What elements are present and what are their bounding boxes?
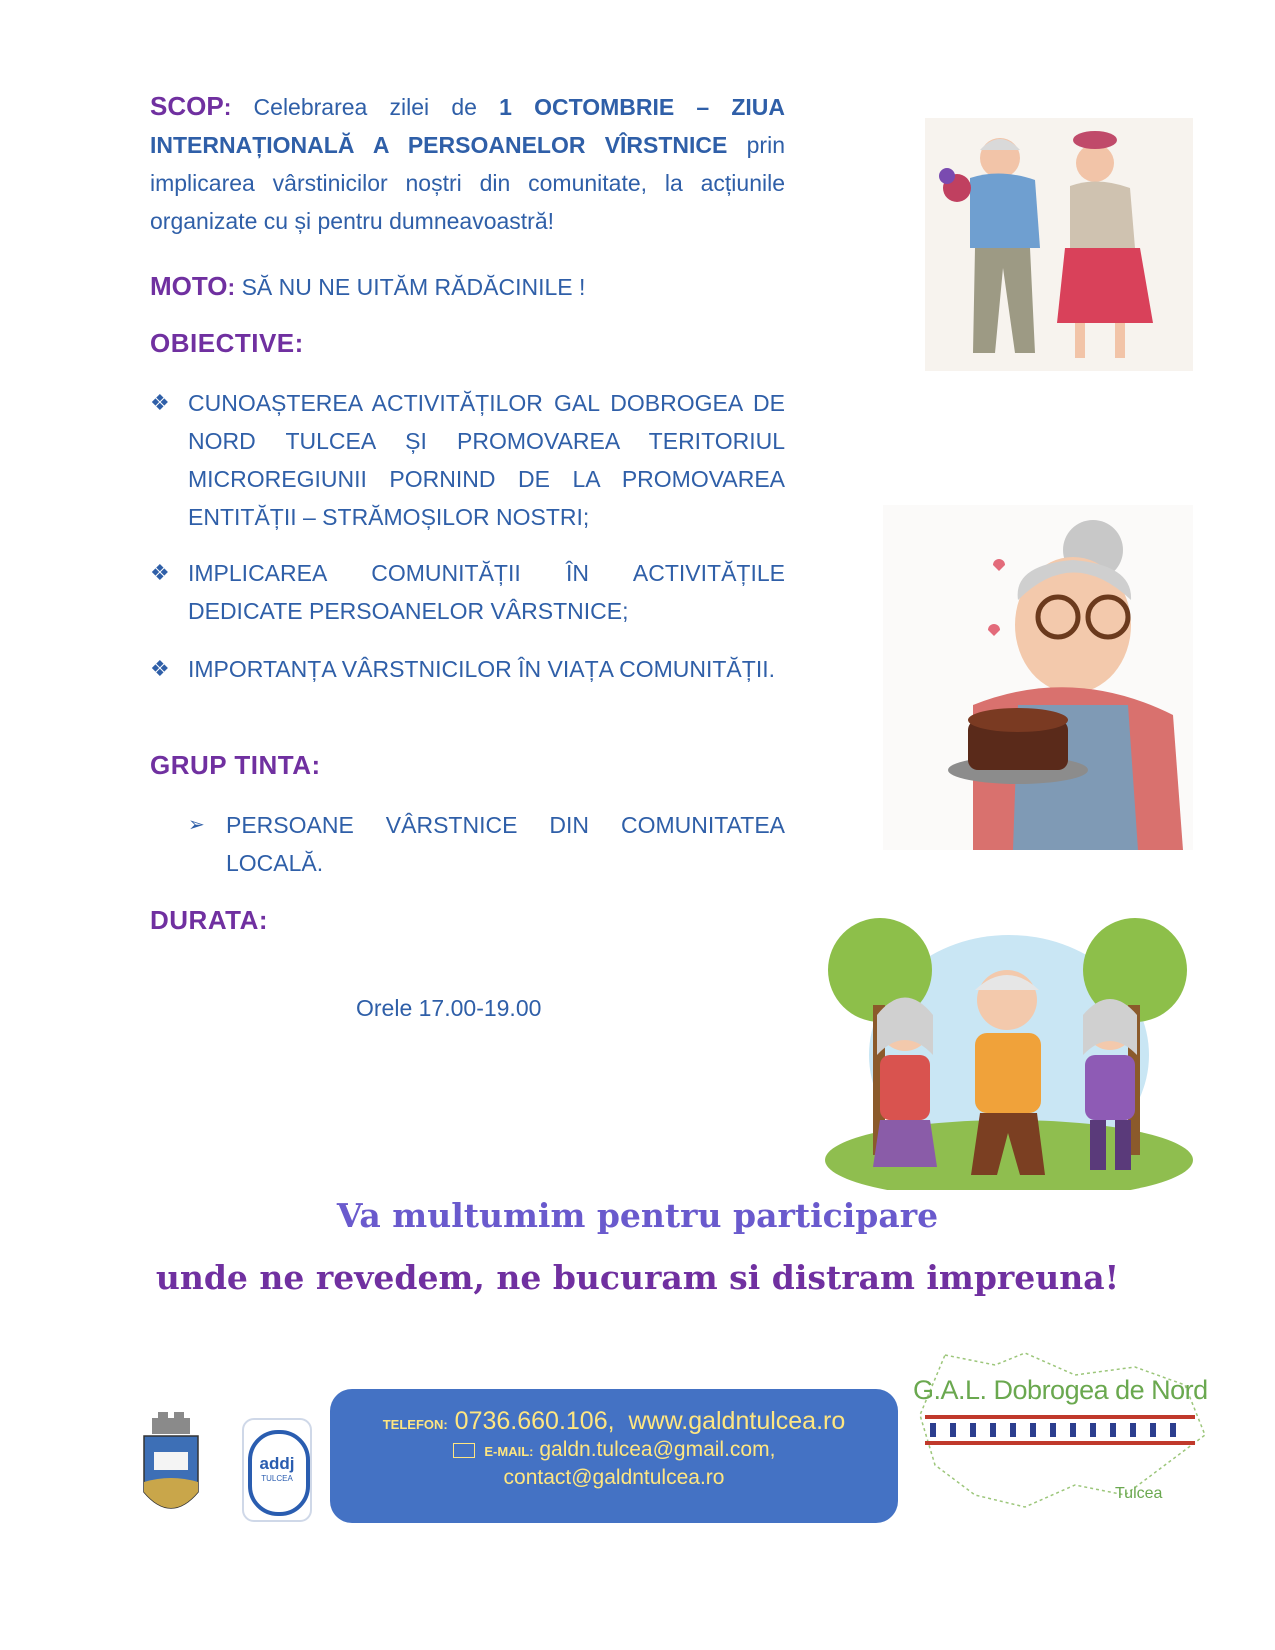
moto-label: MOTO — [150, 271, 228, 301]
grup-tinta-heading: GRUP TINTA: — [150, 750, 321, 780]
addj-logo-sub: TULCEA — [261, 1474, 293, 1483]
list-item — [188, 806, 785, 882]
gal-map-outline-icon — [905, 1345, 1215, 1515]
obiective-heading: OBIECTIVE: — [150, 328, 304, 358]
list-item — [150, 650, 785, 688]
objective-text: IMPORTANȚA VÂRSTNICILOR ÎN VIAȚA COMUNITĂȚII. — [188, 656, 775, 682]
elderly-walking-illustration — [825, 905, 1193, 1190]
elderly-couple-illustration — [925, 118, 1193, 371]
phone-label: TELEFON: — [382, 1417, 448, 1432]
contact-box — [330, 1389, 898, 1523]
phone-number[interactable]: 0736.660.106, — [454, 1407, 615, 1435]
email-label: E-MAIL: — [484, 1444, 534, 1459]
scop-highlight: 1 OCTOMBRIE – ZIUA INTERNAȚIONALĂ A PERSOANELOR VÎRSTNICE — [150, 94, 786, 158]
diamond-bullet-icon: ❖ — [150, 656, 170, 681]
contact-line-2 — [330, 1438, 898, 1462]
scop-text-after: prin implicarea vârstinicilor noștri din comunitate, la acțiunile organizate cu și pentru dumneavoastră! — [150, 132, 785, 234]
coat-of-arms-icon — [140, 1412, 202, 1527]
email-icon — [453, 1443, 475, 1458]
list-item — [150, 384, 785, 536]
target-group-text: PERSOANE VÂRSTNICE DIN COMUNITATEA LOCALĂ. — [226, 812, 785, 876]
diamond-bullet-icon: ❖ — [150, 390, 170, 415]
contact-line-1 — [330, 1407, 898, 1436]
email-address-2[interactable]: contact@galdntulcea.ro — [503, 1466, 725, 1489]
scop-paragraph: SCOP: Celebrarea zilei de 1 OCTOMBRIE – ZIUA INTERNAȚIONALĂ A PERSOANELOR VÎRSTNICE prin implicarea vârstinicilor noștri din comunitate, la acțiunile organizate cu și pentru dumneavoastră! — [150, 91, 786, 234]
gal-logo-title: G.A.L. Dobrogea de Nord — [913, 1375, 1208, 1405]
durata-text: Orele 17.00-19.00 — [356, 995, 542, 1021]
diamond-bullet-icon: ❖ — [150, 560, 170, 585]
scop-text-before: Celebrarea zilei de — [253, 94, 477, 120]
objective-text: CUNOAȘTEREA ACTIVITĂȚILOR GAL DOBROGEA DE NORD TULCEA ȘI PROMOVAREA TERITORIUL MICROREGIUNII PORNIND DE LA PROMOVAREA ENTITĂȚII – STRĂMOȘILOR NOSTRI; — [188, 390, 785, 530]
arrow-bullet-icon: ➢ — [188, 814, 205, 836]
list-item — [150, 554, 785, 630]
moto-text: SĂ NU NE UITĂM RĂDĂCINILE ! — [241, 274, 586, 300]
gal-logo — [905, 1345, 1215, 1515]
addj-logo-text: addj — [259, 1454, 295, 1473]
objective-text: IMPLICAREA COMUNITĂȚII ÎN ACTIVITĂȚILE DEDICATE PERSOANELOR VÂRSTNICE; — [188, 560, 785, 624]
durata-heading: DURATA: — [150, 905, 269, 935]
thanks-line-1: Va multumim pentru participare — [336, 1196, 939, 1235]
gal-logo-sub: Tulcea — [1115, 1485, 1163, 1502]
grandma-cake-illustration — [883, 505, 1193, 850]
moto-line: MOTO: SĂ NU NE UITĂM RĂDĂCINILE ! — [150, 271, 586, 301]
scop-label: SCOP — [150, 91, 224, 121]
website-link[interactable]: www.galdntulcea.ro — [628, 1407, 846, 1435]
thanks-line-2: unde ne revedem, ne bucuram si distram impreuna! — [155, 1258, 1120, 1297]
addj-logo — [242, 1418, 312, 1522]
email-address-1[interactable]: galdn.tulcea@gmail.com, — [539, 1438, 776, 1461]
